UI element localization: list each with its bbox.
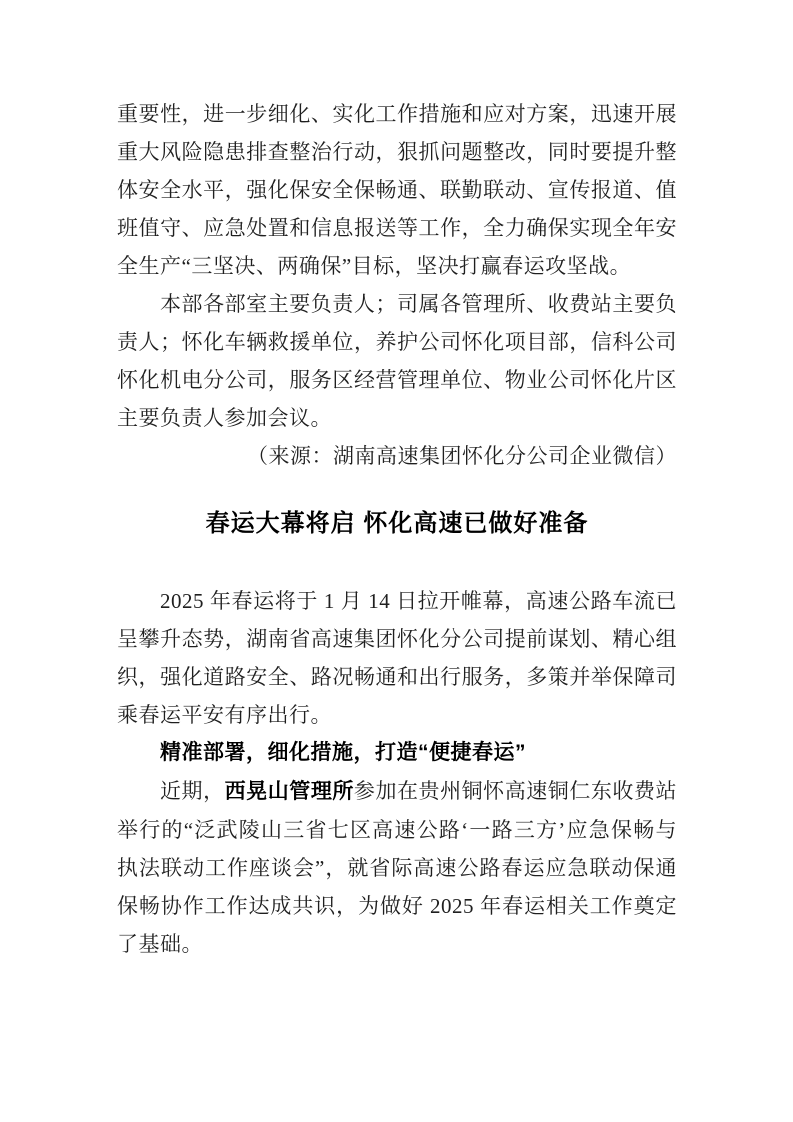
org-name-bold: 西晃山管理所 xyxy=(224,780,354,803)
section-subhead: 精准部署，细化措施，打造“便捷春运” xyxy=(160,741,526,764)
paragraph-continuation: 重要性，进一步细化、实化工作措施和应对方案，迅速开展重大风险隐患排查整治行动，狠抓问题整改，同时要提升整体安全水平，强化保安全保畅通、联勤联动、宣传报道、值班值守、应急处置和信息报送等工作，全力确保实现全年安全生产“三坚决、两确保”目标，坚决打赢春运攻坚战。 xyxy=(117,102,677,278)
paragraph-intro: 2025 年春运将于 1 月 14 日拉开帷幕，高速公路车流已呈攀升态势，湖南省高速集团怀化分公司提前谋划、精心组织，强化道路安全、路况畅通和出行服务，多策并举保障司乘春运平安有序出行。 xyxy=(117,589,677,727)
body-lead-text: 近期， xyxy=(160,779,225,803)
paragraph-attendees: 本部各部室主要负责人；司属各管理所、收费站主要负责人；怀化车辆救援单位，养护公司怀化项目部，信科公司怀化机电分公司，服务区经营管理单位、物业公司怀化片区主要负责人参加会议。 xyxy=(117,292,677,430)
article-title: 春运大幕将启 怀化高速已做好准备 xyxy=(205,510,589,537)
source-attribution: （来源：湖南高速集团怀化分公司企业微信） xyxy=(247,444,677,468)
text-block xyxy=(117,95,677,963)
body-rest-text: 参加在贵州铜怀高速铜仁东收费站举行的“泛武陵山三省七区高速公路‘一路三方’应急保畅与执法联动工作座谈会”，就省际高速公路春运应急联动保通保畅协作工作达成共识，为做好 2025 年春运相关工作奠定了基础。 xyxy=(117,779,678,956)
paragraph-body xyxy=(117,772,677,963)
